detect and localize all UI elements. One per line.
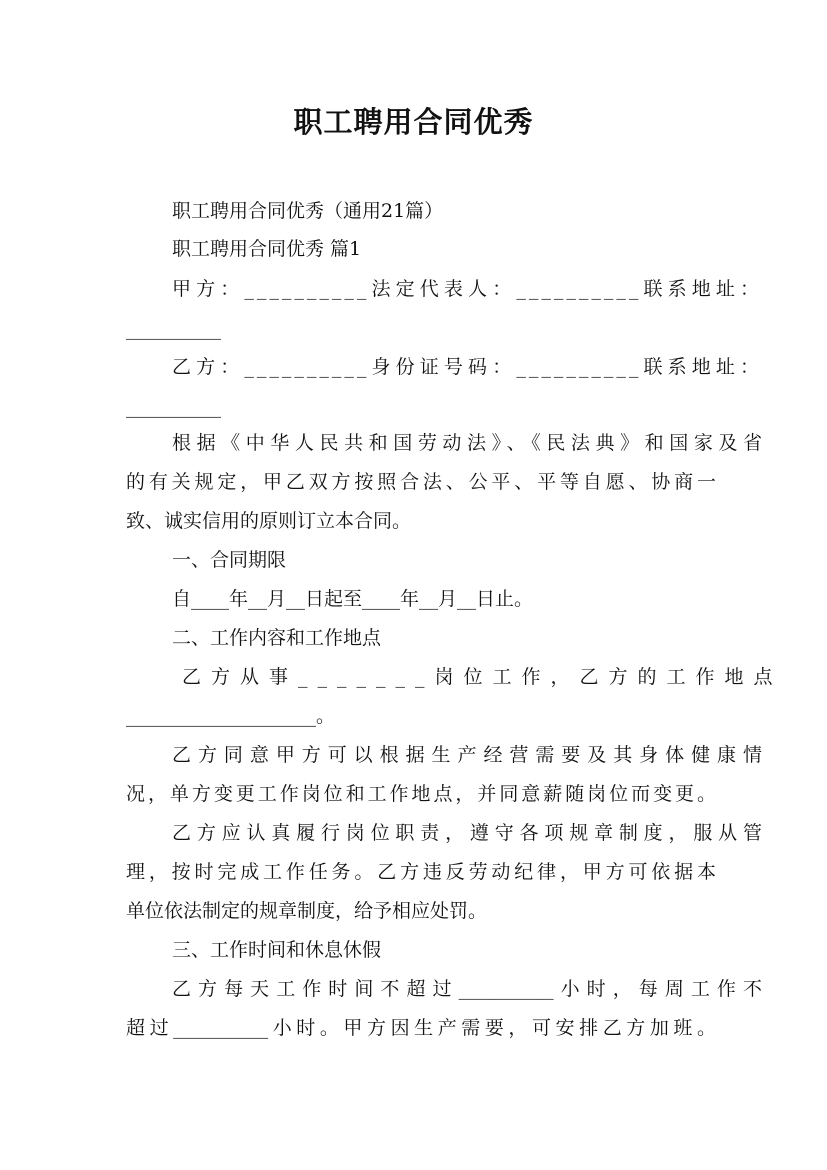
paragraph-line: 乙方从事_______岗位工作，乙方的工作地点 — [182, 666, 783, 688]
party-a-line: 甲方：__________法定代表人：__________联系地址： — [172, 278, 762, 300]
document-title: 职工聘用合同优秀 — [293, 105, 534, 139]
paragraph-line: 况，单方变更工作岗位和工作地点，并同意薪随岗位而变更。 — [126, 783, 716, 805]
party-b-address-blank: __________ — [126, 396, 221, 418]
paragraph-line: 的有关规定，甲乙双方按照合法、公平、平等自愿、协商一 — [126, 471, 716, 493]
section-heading-hours: 三、工作时间和休息休假 — [172, 939, 382, 961]
paragraph-line: 根据《中华人民共和国劳动法》、《民法典》和国家及省 — [172, 432, 762, 454]
party-b-line: 乙方：__________身份证号码：__________联系地址： — [172, 356, 762, 378]
paragraph-line: ____________________。 — [126, 705, 336, 727]
section-heading-line: 职工聘用合同优秀 篇1 — [172, 238, 362, 260]
paragraph-line: 致、诚实信用的原则订立本合同。 — [126, 510, 412, 532]
section-heading-work: 二、工作内容和工作地点 — [172, 627, 382, 649]
paragraph-line: 理，按时完成工作任务。乙方违反劳动纪律，甲方可依据本 — [126, 861, 716, 883]
paragraph-line: 乙方每天工作时间不超过__________小时，每周工作不 — [172, 978, 762, 1000]
paragraph-line: 单位依法制定的规章制度，给予相应处罚。 — [126, 900, 488, 922]
term-dates-line: 自____年__月__日起至____年__月__日止。 — [172, 588, 534, 610]
paragraph-line: 超过__________小时。甲方因生产需要，可安排乙方加班。 — [126, 1017, 716, 1039]
party-a-address-blank: __________ — [126, 318, 221, 340]
paragraph-line: 乙方应认真履行岗位职责，遵守各项规章制度，服从管 — [172, 822, 762, 844]
paragraph-line: 乙方同意甲方可以根据生产经营需要及其身体健康情 — [172, 744, 762, 766]
section-heading-term: 一、合同期限 — [172, 549, 287, 571]
subtitle-line: 职工聘用合同优秀（通用21篇） — [172, 200, 444, 222]
